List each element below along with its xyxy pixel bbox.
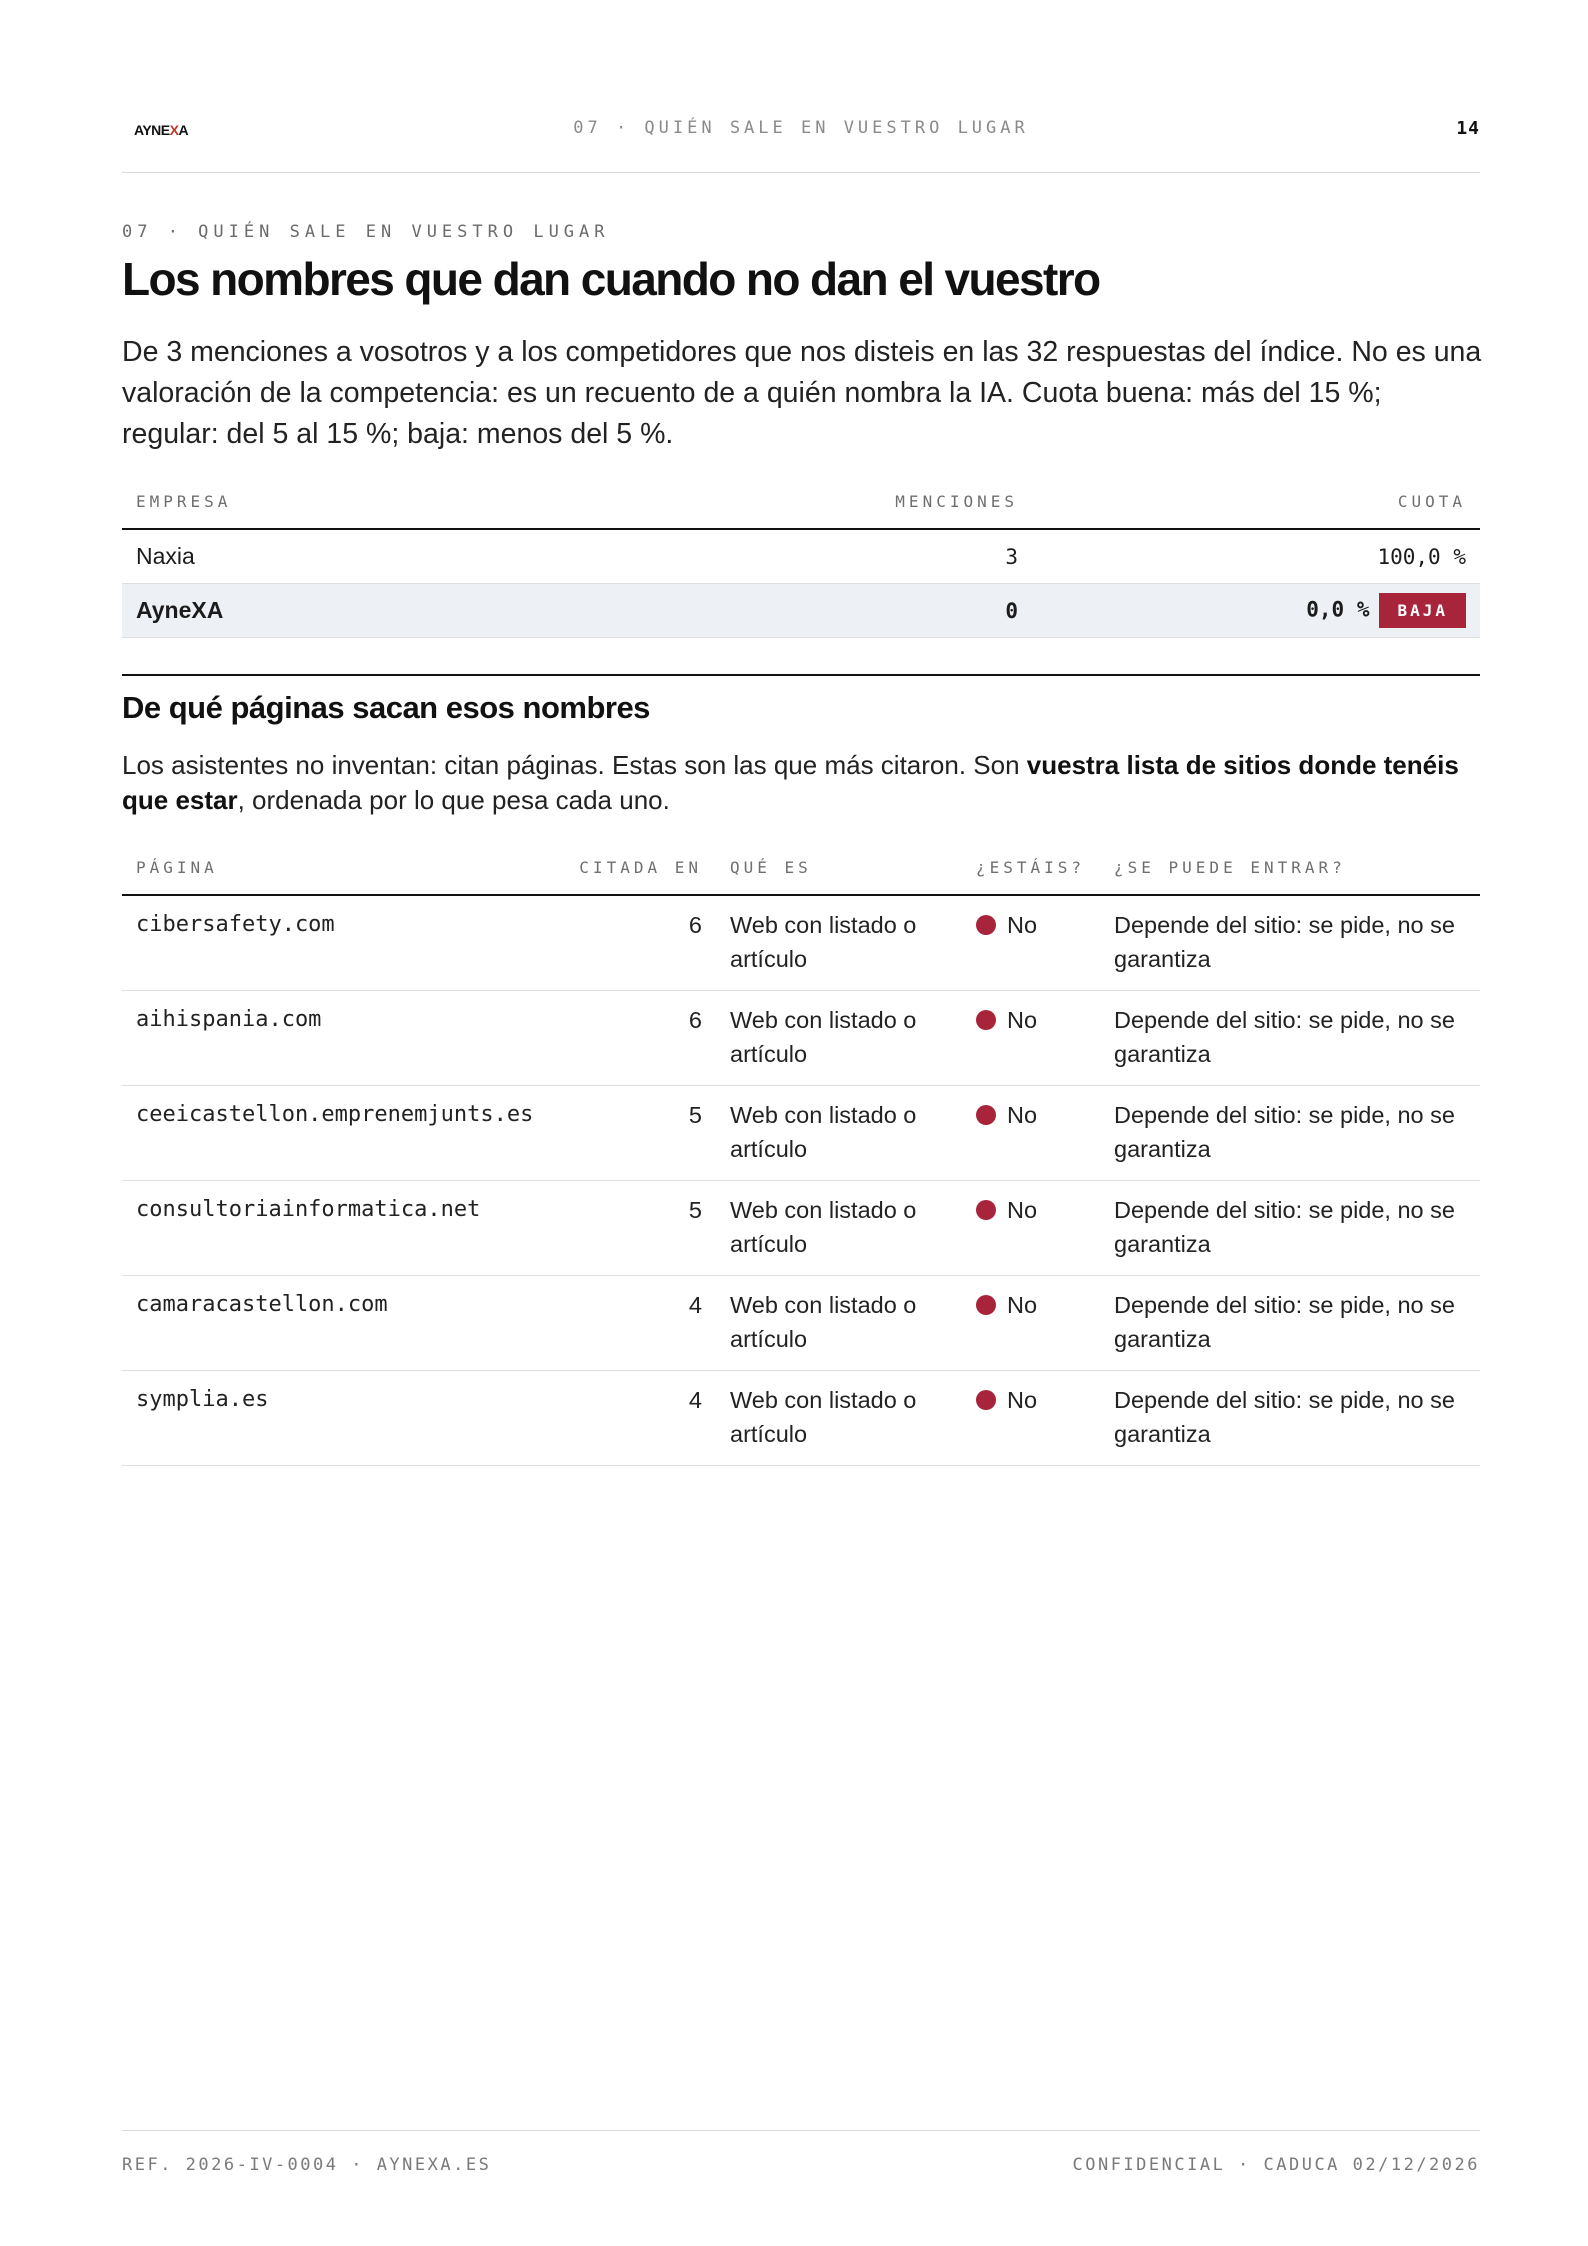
access-note: Depende del sitio: se pide, no se garantiza [1100, 895, 1480, 991]
table-row [122, 991, 1480, 1086]
access-note: Depende del sitio: se pide, no se garantiza [1100, 1181, 1480, 1276]
share-value: 100,0 % [1377, 544, 1466, 569]
share-cell [1032, 584, 1480, 638]
page-title: Los nombres que dan cuando no dan el vuestro [122, 253, 1100, 305]
citation-count: 4 [552, 1371, 716, 1466]
page-domain: symplia.es [122, 1371, 552, 1466]
access-note: Depende del sitio: se pide, no se garantiza [1100, 1371, 1480, 1466]
table-row [122, 1086, 1480, 1181]
page-type: Web con listado o artículo [716, 991, 962, 1086]
status-dot-icon [976, 1295, 996, 1315]
column-header-empresa: EMPRESA [122, 474, 372, 529]
presence-label: No [1007, 912, 1038, 938]
footer-confidential: CONFIDENCIAL · CADUCA 02/12/2026 [1072, 2155, 1480, 2175]
page-footer [122, 2130, 1480, 2175]
brand-logo: AYNEXA [134, 122, 189, 138]
citation-count: 6 [552, 991, 716, 1086]
presence-label: No [1007, 1197, 1038, 1223]
column-header-cuota: CUOTA [1032, 474, 1480, 529]
table-header-row [122, 474, 1480, 529]
description-text: Los asistentes no inventan: citan páginas. Estas son las que más citaron. Son [122, 750, 1027, 780]
page-domain: camaracastellon.com [122, 1276, 552, 1371]
intro-paragraph: De 3 menciones a vosotros y a los competidores que nos disteis en las 32 respuestas del índice. No es una valoración de la competencia: es un recuento de a quién nombra la IA. Cuota buena: más del 15 %; regular: del 5 al 15 %; baja: menos del 5 %. [122, 336, 1482, 450]
share-value: 0,0 % [1306, 597, 1370, 622]
mentions-count: 0 [372, 584, 1032, 638]
column-header-se-puede-entrar: ¿SE PUEDE ENTRAR? [1100, 840, 1480, 895]
citation-count: 5 [552, 1181, 716, 1276]
presence-label: No [1007, 1102, 1038, 1128]
citation-count: 6 [552, 895, 716, 991]
table-header-row [122, 840, 1480, 895]
table-row [122, 1276, 1480, 1371]
presence-label: No [1007, 1292, 1038, 1318]
table-row [122, 1371, 1480, 1466]
header-section-title: 07 · QUIÉN SALE EN VUESTRO LUGAR [573, 118, 1029, 138]
table-row [122, 529, 1480, 584]
page-type: Web con listado o artículo [716, 1276, 962, 1371]
citation-count: 5 [552, 1086, 716, 1181]
logo-accent: X [169, 122, 179, 138]
page-type: Web con listado o artículo [716, 1086, 962, 1181]
section-divider [122, 674, 1480, 676]
presence-label: No [1007, 1007, 1038, 1033]
page-type: Web con listado o artículo [716, 1181, 962, 1276]
presence-status [962, 1086, 1100, 1181]
access-note: Depende del sitio: se pide, no se garantiza [1100, 991, 1480, 1086]
presence-status [962, 1276, 1100, 1371]
description-text-end: , ordenada por lo que pesa cada uno. [237, 785, 670, 815]
page-number: 14 [1456, 118, 1480, 139]
presence-status [962, 991, 1100, 1086]
presence-label: No [1007, 1387, 1038, 1413]
column-header-menciones: MENCIONES [372, 474, 1032, 529]
table-row-own-company [122, 584, 1480, 638]
description-emphasis: vuestra lista de sitios donde tenéis que estar [122, 750, 1459, 815]
presence-status [962, 1371, 1100, 1466]
competitors-table [122, 474, 1480, 638]
section-heading: De qué páginas sacan esos nombres [122, 690, 650, 725]
mentions-count: 3 [372, 529, 1032, 584]
cited-pages-table [122, 840, 1480, 1466]
citation-count: 4 [552, 1276, 716, 1371]
status-dot-icon [976, 1105, 996, 1125]
access-note: Depende del sitio: se pide, no se garantiza [1100, 1086, 1480, 1181]
table-row [122, 895, 1480, 991]
column-header-estais: ¿ESTÁIS? [962, 840, 1100, 895]
page-domain: consultoriainformatica.net [122, 1181, 552, 1276]
page-type: Web con listado o artículo [716, 895, 962, 991]
status-badge: BAJA [1379, 593, 1466, 628]
page-type: Web con listado o artículo [716, 1371, 962, 1466]
page-domain: ceeicastellon.emprenemjunts.es [122, 1086, 552, 1181]
share-cell [1032, 529, 1480, 584]
table-row [122, 1181, 1480, 1276]
status-dot-icon [976, 1010, 996, 1030]
section-description [122, 748, 1480, 818]
status-dot-icon [976, 1390, 996, 1410]
column-header-que-es: QUÉ ES [716, 840, 962, 895]
page-domain: cibersafety.com [122, 895, 552, 991]
page-header [122, 108, 1480, 173]
footer-reference: REF. 2026-IV-0004 · AYNEXA.ES [122, 2155, 492, 2175]
status-dot-icon [976, 1200, 996, 1220]
column-header-pagina: PÁGINA [122, 840, 552, 895]
access-note: Depende del sitio: se pide, no se garantiza [1100, 1276, 1480, 1371]
presence-status [962, 1181, 1100, 1276]
company-name: Naxia [122, 529, 372, 584]
column-header-citada-en: CITADA EN [552, 840, 716, 895]
section-eyebrow: 07 · QUIÉN SALE EN VUESTRO LUGAR [122, 222, 610, 242]
company-name: AyneXA [122, 584, 372, 638]
status-dot-icon [976, 915, 996, 935]
page-domain: aihispania.com [122, 991, 552, 1086]
presence-status [962, 895, 1100, 991]
